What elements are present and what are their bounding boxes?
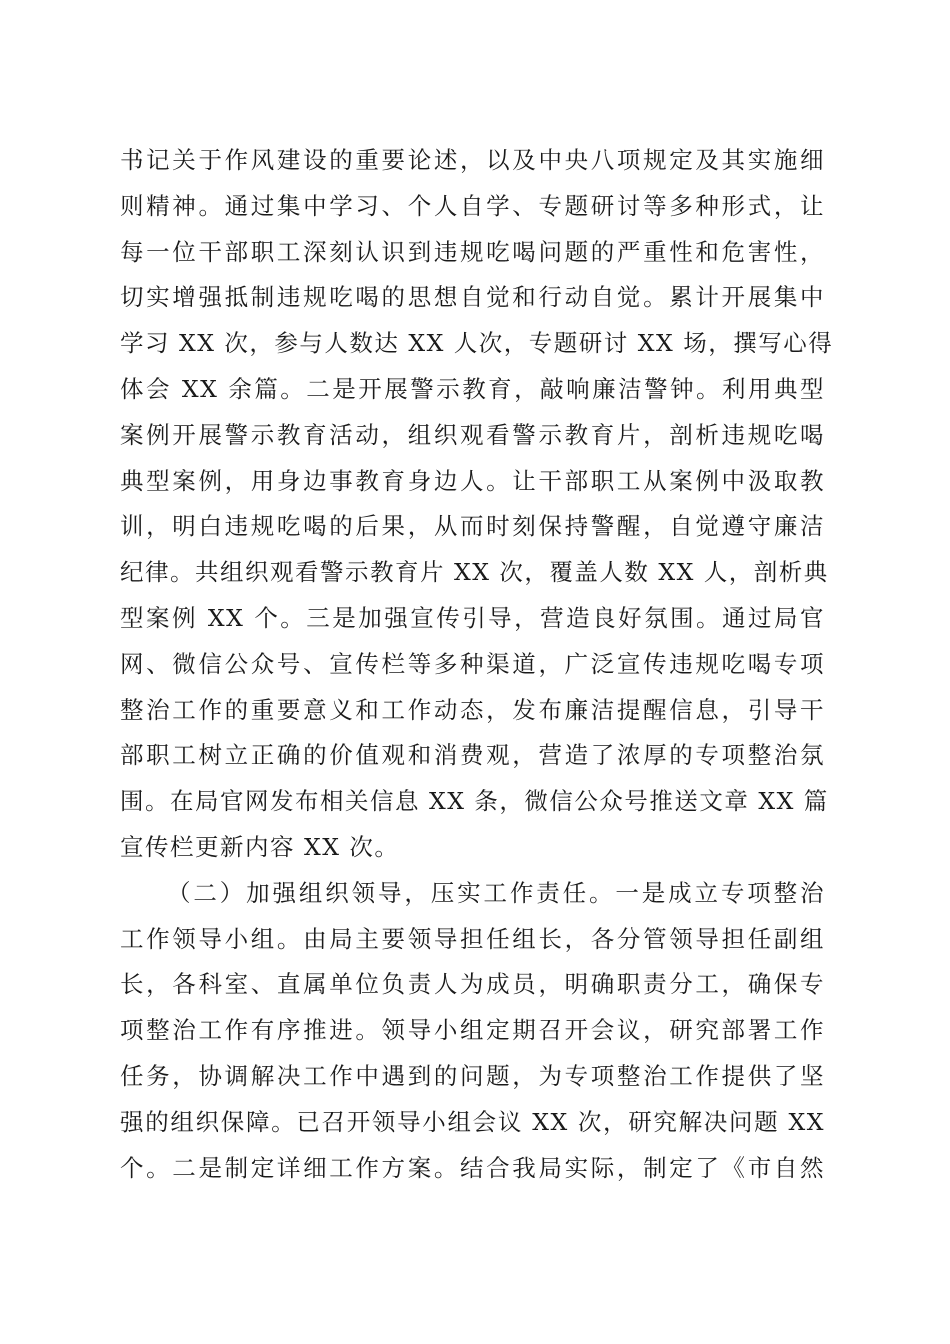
text-line: 任务，协调解决工作中遇到的问题，为专项整治工作提供了坚 — [120, 1061, 825, 1090]
text-line: 每一位干部职工深刻认识到违规吃喝问题的严重性和危害性， — [120, 237, 825, 266]
text-line: 书记关于作风建设的重要论述，以及中央八项规定及其实施细 — [120, 146, 825, 174]
text-line: 型案例 XX 个。三是加强宣传引导，营造良好氛围。通过局官 — [120, 603, 825, 632]
text-line: 训，明白违规吃喝的后果，从而时刻保持警醒，自觉遵守廉洁 — [120, 512, 825, 541]
paragraph-end-line: 宣传栏更新内容 XX 次。 — [120, 832, 400, 861]
text-line: 长，各科室、直属单位负责人为成员，明确职责分工，确保专 — [120, 970, 825, 999]
text-line: 围。在局官网发布相关信息 XX 条，微信公众号推送文章 XX 篇 — [120, 787, 829, 816]
text-line: 工作领导小组。由局主要领导担任组长，各分管领导担任副组 — [120, 924, 825, 953]
text-line: 切实增强抵制违规吃喝的思想自觉和行动自觉。累计开展集中 — [120, 283, 825, 312]
text-line: 整治工作的重要意义和工作动态，发布廉洁提醒信息，引导干 — [120, 695, 825, 724]
section-heading-line: （二）加强组织领导，压实工作责任。一是成立专项整治 — [167, 878, 825, 907]
text-line: 强的组织保障。已召开领导小组会议 XX 次，研究解决问题 XX — [120, 1107, 825, 1136]
text-line: 纪律。共组织观看警示教育片 XX 次，覆盖人数 XX 人，剖析典 — [120, 558, 829, 587]
text-line: 网、微信公众号、宣传栏等多种渠道，广泛宣传违规吃喝专项 — [120, 649, 825, 678]
text-line: 典型案例，用身边事教育身边人。让干部职工从案例中汲取教 — [120, 466, 825, 495]
text-line: 个。二是制定详细工作方案。结合我局实际，制定了《市自然 — [120, 1153, 825, 1182]
text-line: 学习 XX 次，参与人数达 XX 人次，专题研讨 XX 场，撰写心得 — [120, 329, 834, 358]
text-line: 体会 XX 余篇。二是开展警示教育，敲响廉洁警钟。利用典型 — [120, 374, 825, 403]
text-line: 项整治工作有序推进。领导小组定期召开会议，研究部署工作 — [120, 1016, 825, 1045]
text-line: 案例开展警示教育活动，组织观看警示教育片，剖析违规吃喝 — [120, 420, 825, 449]
text-line: 部职工树立正确的价值观和消费观，营造了浓厚的专项整治氛 — [120, 741, 825, 770]
text-line: 则精神。通过集中学习、个人自学、专题研讨等多种形式，让 — [120, 191, 825, 220]
body-text — [120, 138, 834, 1191]
